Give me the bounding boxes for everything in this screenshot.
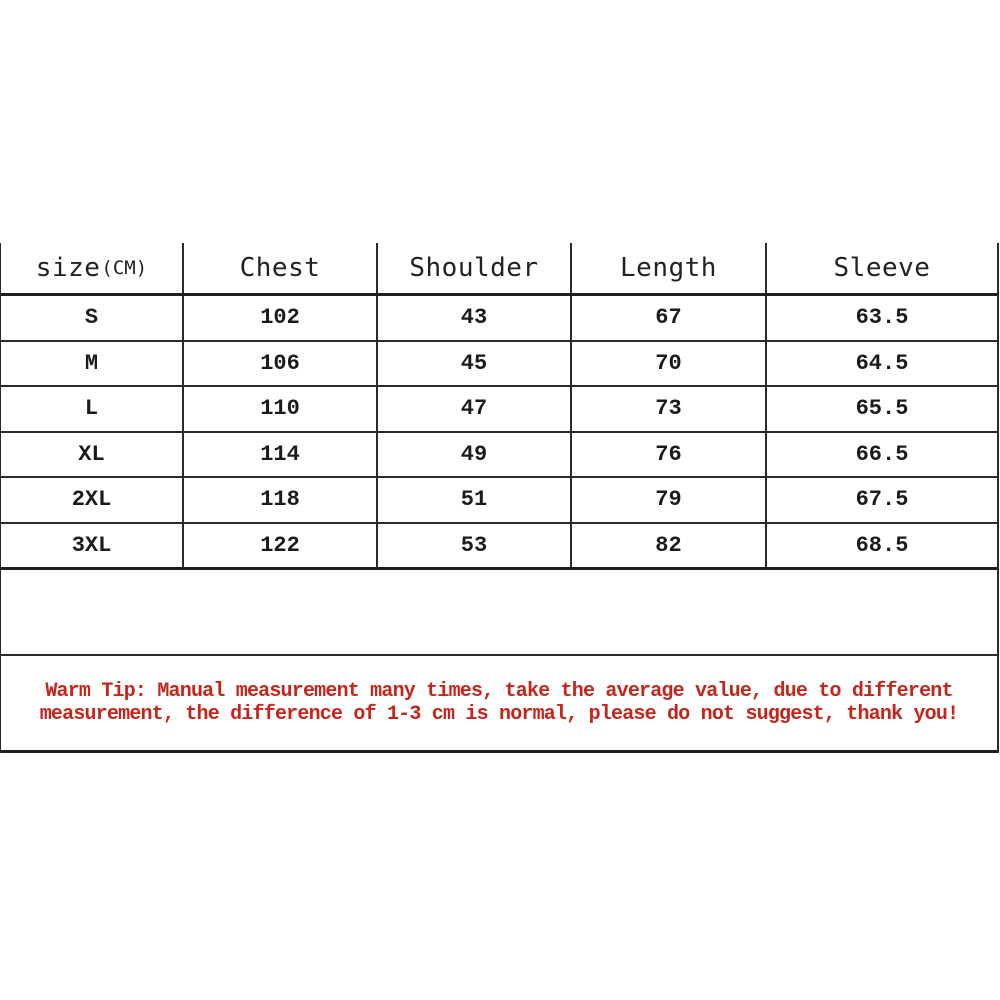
chest-cell: 114 (184, 433, 378, 477)
table-row-xl (1, 433, 997, 479)
size-cell: M (1, 342, 184, 386)
length-cell: 76 (572, 433, 767, 477)
length-cell: 79 (572, 478, 767, 522)
size-table (0, 243, 999, 753)
table-row-2xl (1, 478, 997, 524)
sleeve-cell: 68.5 (855, 532, 909, 558)
size-cell: L (1, 387, 184, 431)
header-cell-chest: Chest (184, 243, 378, 293)
shoulder-cell: 51 (378, 478, 572, 522)
table-row-3xl (1, 524, 997, 571)
size-cell: 2XL (1, 478, 184, 522)
sleeve-cell: 63.5 (855, 305, 909, 331)
length-cell: 67 (572, 296, 767, 340)
header-cell-sleeve: Sleeve (833, 253, 931, 283)
warm-tip-line-2: measurement, the difference of 1-3 cm is normal, please do not suggest, thank you! (39, 703, 959, 726)
shoulder-cell: 53 (378, 524, 572, 568)
shoulder-cell: 47 (378, 387, 572, 431)
table-row-l (1, 387, 997, 433)
chest-cell: 102 (184, 296, 378, 340)
chest-cell: 106 (184, 342, 378, 386)
warm-tip-line-1: Warm Tip: Manual measurement many times, take the average value, due to different (45, 680, 953, 703)
table-header-row (1, 243, 997, 296)
header-cell-length: Length (572, 243, 767, 293)
shoulder-cell: 43 (378, 296, 572, 340)
length-cell: 70 (572, 342, 767, 386)
size-header-unit: (CM) (101, 257, 148, 279)
sleeve-cell: 66.5 (855, 441, 909, 467)
size-cell: S (1, 296, 184, 340)
header-cell-shoulder: Shoulder (378, 243, 572, 293)
sleeve-cell: 64.5 (855, 350, 909, 376)
header-cell-size (1, 243, 184, 293)
sleeve-cell: 65.5 (855, 396, 909, 422)
shoulder-cell: 45 (378, 342, 572, 386)
size-cell: 3XL (1, 524, 184, 568)
table-row-s (1, 296, 997, 342)
chest-cell: 122 (184, 524, 378, 568)
table-row-m (1, 342, 997, 388)
empty-band (1, 570, 997, 656)
chest-cell: 110 (184, 387, 378, 431)
length-cell: 73 (572, 387, 767, 431)
chest-cell: 118 (184, 478, 378, 522)
size-header-label: size (35, 253, 101, 283)
length-cell: 82 (572, 524, 767, 568)
size-cell: XL (1, 433, 184, 477)
shoulder-cell: 49 (378, 433, 572, 477)
sleeve-cell: 67.5 (855, 487, 909, 513)
warm-tip-box (1, 656, 997, 753)
